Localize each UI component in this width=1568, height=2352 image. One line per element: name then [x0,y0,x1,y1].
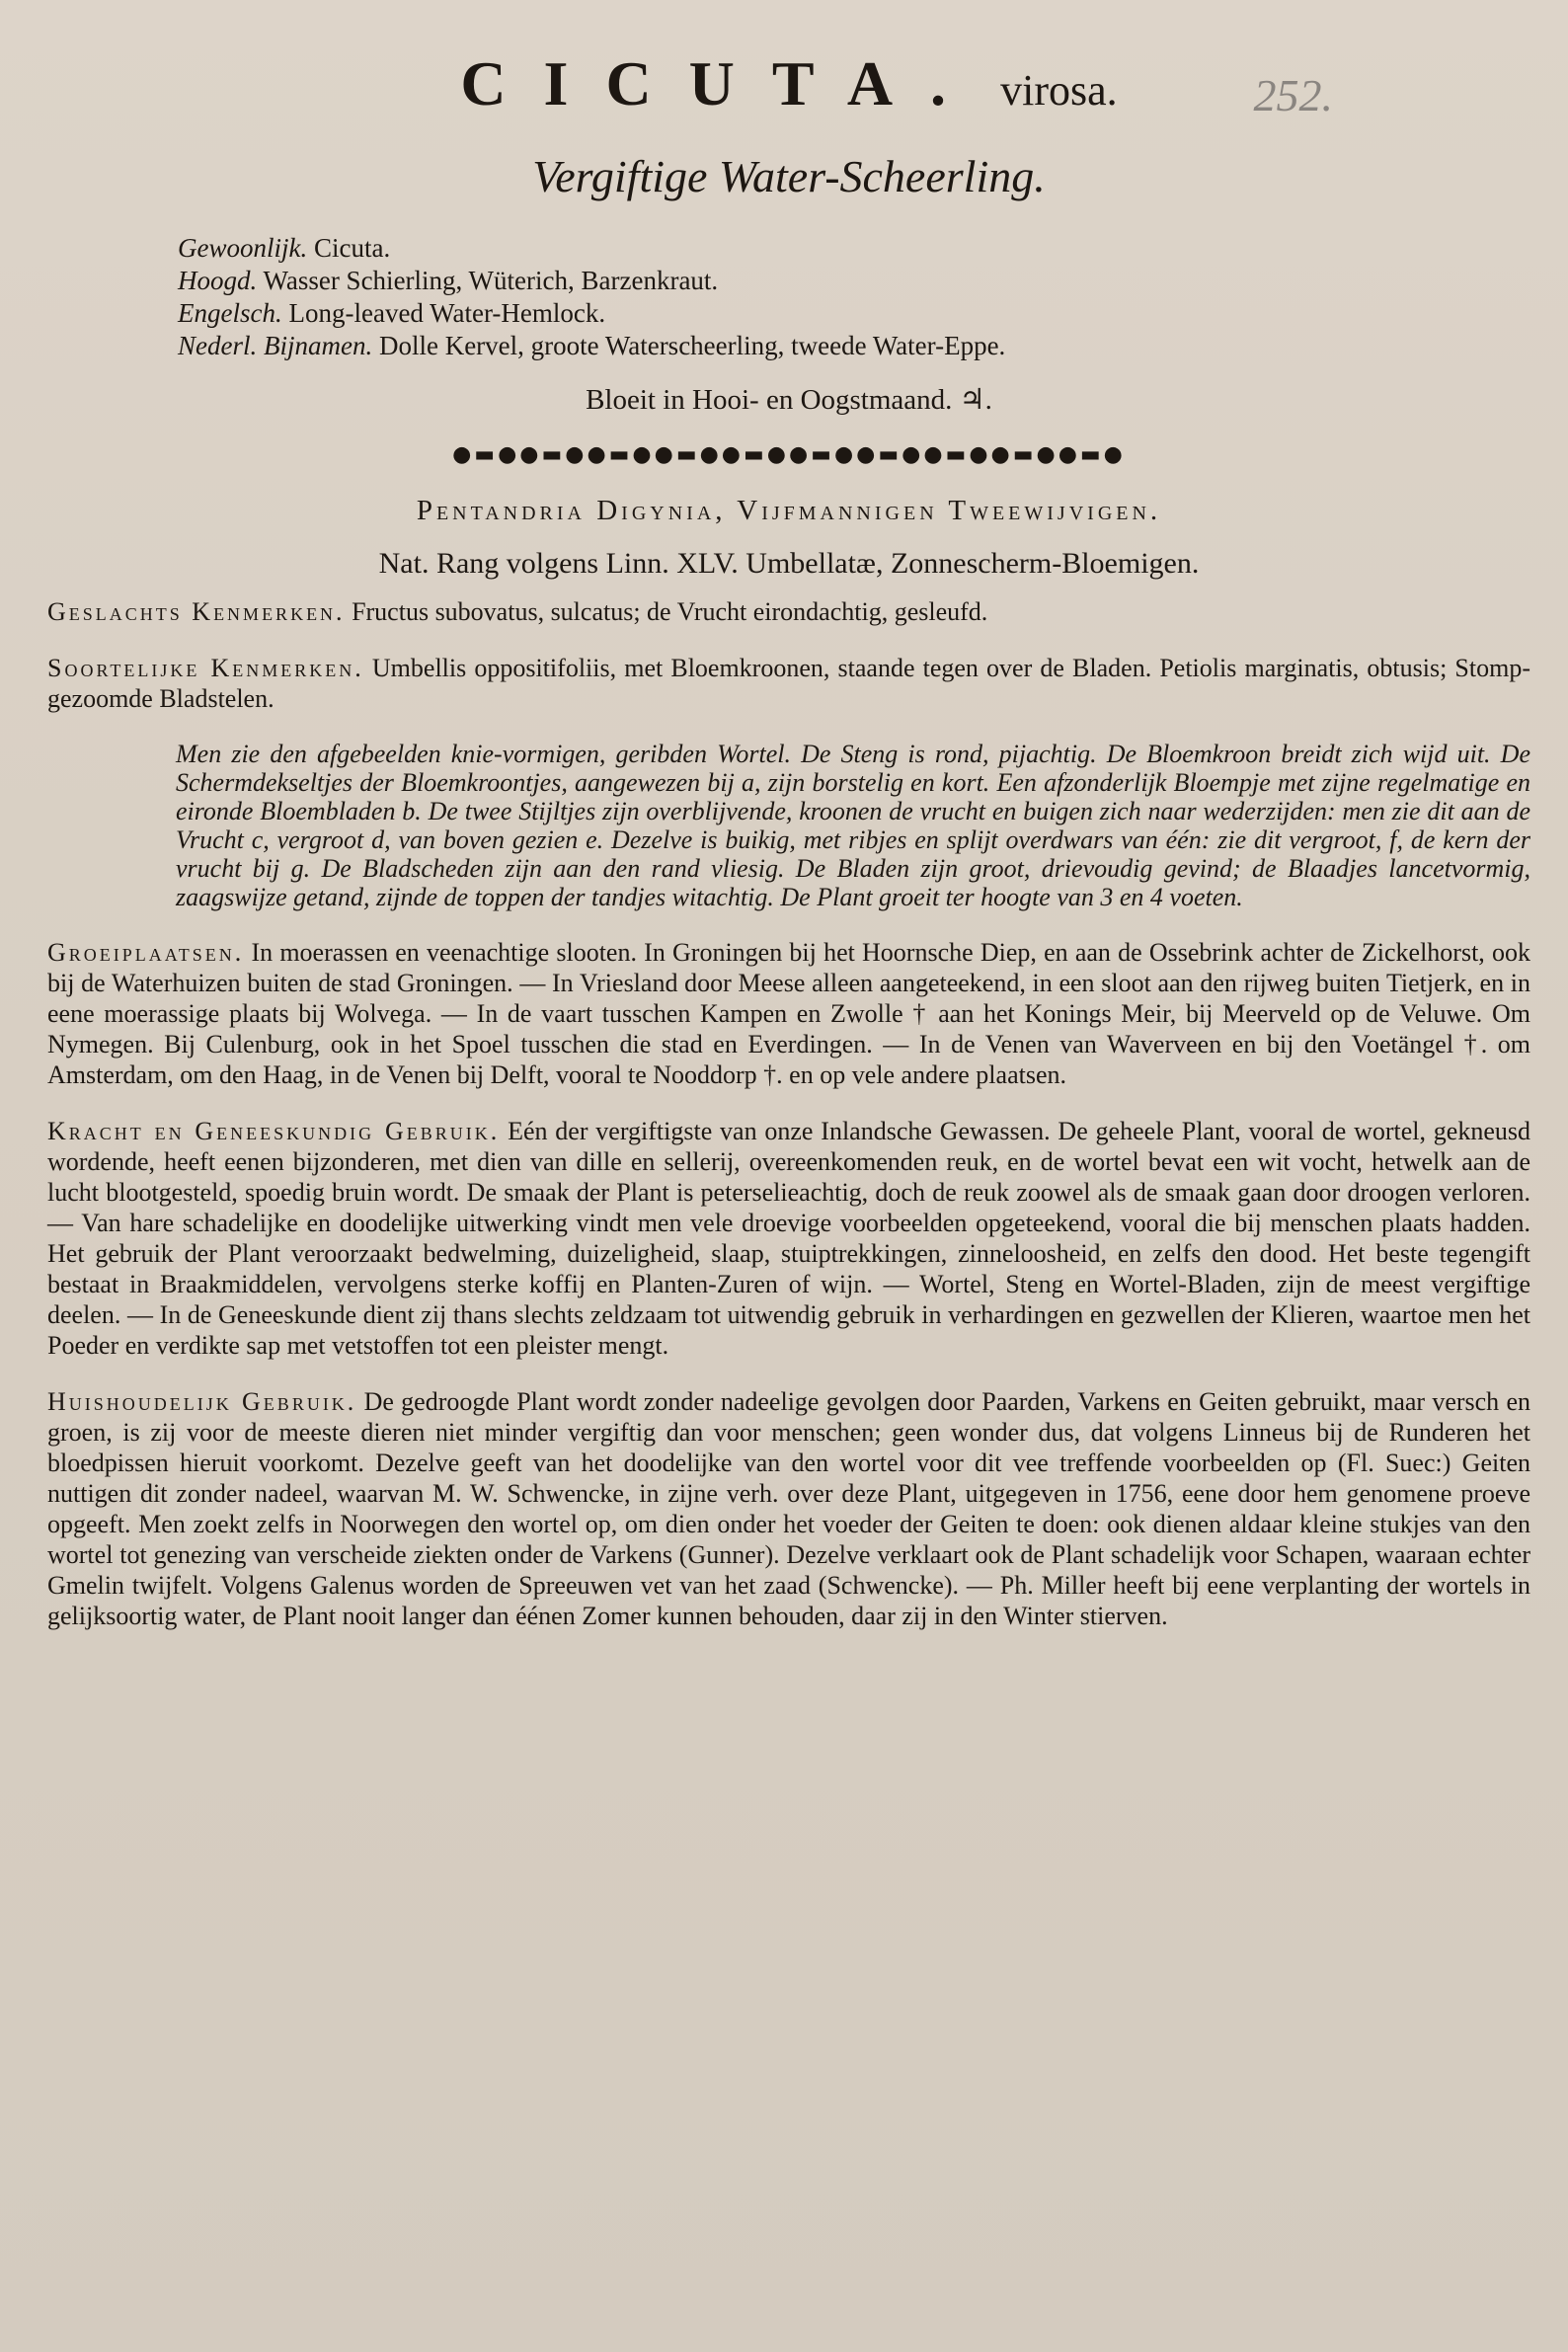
plant-description: Men zie den afgebeelden knie-vormigen, geribden Wortel. De Steng is rond, pijachtig. De Bloemkroon breidt zich wijd uit. De Schermdekseltjes der Bloemkroontjes, aangewezen bij a, zijn borstelig en kort. Een afzonderlijk Bloempje met zijne regelmatige en eironde Bloembladen b. De twee Stijltjes zijn overblijvende, kroonen de vrucht en buigen zich naar wederzijden: men zie dit aan de Vrucht c, vergroot d, van boven gezien e. Dezelve is buikig, met ribjes en splijt overdwars van één: zie dit vergroot, f, de kern der vrucht bij g. De Bladscheden zijn aan den rand vliesig. De Bladen zijn groot, drievoudig gevind; de Blaadjes lancetvormig, zaagswijze getand, zijnde de toppen der tandjes witachtig. De Plant groeit ter hoogte van 3 en 4 voeten. [176,740,1530,911]
name-value: Cicuta. [313,233,391,263]
species-title: virosa. [1000,66,1118,115]
name-label: Gewoonlijk. [178,233,308,263]
name-line-nederl [178,330,1530,362]
ornamental-divider: ●▬●●▬●●▬●●▬●●▬●●▬●●▬●●▬●●▬●●▬● [452,442,1126,467]
name-label: Nederl. Bijnamen. [178,331,373,360]
geslachts-kenmerken [47,596,1530,627]
section-text: Umbellis oppositifoliis, met Bloemkroonen, staande tegen over de Bladen. Petiolis marginatis, obtusis; Stomp-gezoomde Bladstelen. [47,654,1530,713]
vernacular-names [178,232,1530,362]
section-text: Fructus subovatus, sulcatus; de Vrucht eirondachtig, gesleufd. [352,597,988,626]
section-heading: Groeiplaatsen. [47,938,245,967]
name-value: Wasser Schierling, Wüterich, Barzenkraut. [263,266,719,295]
section-heading: Huishoudelijk Gebruik. [47,1387,357,1416]
section-text: In Groningen bij het Hoornsche Diep, en aan de Ossebrink achter de Zickelhorst, ook bij de Waterhuizen buiten de stad Groningen. — In Vriesland door Meese alleen aangeteekend, in een sloot aan den rijweg buiten Tietjerk, en in eene moerassige plaats bij Wolvega. — In de vaart tusschen Kampen en Zwolle † aan het Konings Meir, bij Meerveld op de Veluwe. Om Nymegen. Bij Culenburg, ook in het Spoel tusschen die stad en Everdingen. — In de Venen van Waverveen en bij den Voetängel †. om Amsterdam, om den Haag, in de Venen bij Delft, vooral te Nooddorp †. en op vele andere plaatsen. [47,938,1531,1089]
name-line-gewoonlijk [178,232,1530,265]
flowering-time: Bloeit in Hooi- en Oogstmaand. ♃. [586,384,992,416]
soortelijke-kenmerken [47,653,1530,714]
section-intro: In moerassen en veenachtige slooten. [251,938,637,967]
kracht-gebruik [47,1116,1530,1361]
name-value: Long-leaved Water-Hemlock. [288,298,606,328]
dutch-name-subtitle: Vergiftige Water-Scheerling. [532,151,1046,201]
name-line-engelsch [178,297,1530,330]
name-label: Hoogd. [178,266,258,295]
section-heading: Kracht en Geneeskundig Gebruik. [47,1117,501,1145]
linnaean-class: Pentandria Digynia, Vijfmannigen Tweewijvigen. [416,495,1162,526]
genus-title: CICUTA. [460,48,984,118]
natural-rank: Nat. Rang volgens Linn. XLV. Umbellatæ, Zonnescherm-Bloemigen. [378,547,1200,580]
section-text: Eén der vergiftigste van onze Inlandsche Gewassen. De geheele Plant, vooral de wortel, gekneusd wordende, heeft eenen bijzonderen, met dien van dille en sellerij, overeenkomenden reuk, en de wortel bevat een wit vocht, hetwelk aan de lucht blootgesteld, spoedig bruin wordt. De smaak der Plant is peterselieachtig, doch de reuk zoowel als de smaak gaan door droogen verloren. — Van hare schadelijke en doodelijke uitwerking vindt men vele droevige voorbeelden opgeteekend, vooral die bij menschen plaats hadden. Het gebruik der Plant veroorzaakt bedwelming, duizeligheid, slaap, stuiptrekkingen, zinneloosheid, en zelfs den dood. Het beste tegengift bestaat in Braakmiddelen, vervolgens sterke koffij en Planten-Zuren of wijn. — Wortel, Steng en Wortel-Bladen, zijn de meest vergiftige deelen. — In de Geneeskunde dient zij thans slechts zeldzaam tot uitwendig gebruik in verhardingen en gezwellen der Klieren, waartoe men het Poeder en verdikte sap met vetstoffen tot een pleister mengt. [47,1117,1531,1360]
groeiplaatsen [47,937,1530,1090]
section-heading: Geslachts Kenmerken. [47,597,346,626]
name-value: Dolle Kervel, groote Waterscheerling, tweede Water-Eppe. [378,331,1006,360]
name-label: Engelsch. [178,298,282,328]
handwritten-plate-number: 252. [1253,70,1333,120]
huishoudelijk-gebruik [47,1386,1530,1631]
title-row [47,47,1530,132]
name-line-hoogd [178,265,1530,297]
section-heading: Soortelijke Kenmerken. [47,654,364,682]
section-text: De gedroogde Plant wordt zonder nadeelige gevolgen door Paarden, Varkens en Geiten gebruikt, maar versch en groen, is zij voor de meeste dieren niet minder vergiftig dan voor menschen; geen wonder dus, dat volgens Linneus bij de Runderen het bloedpissen hieruit voorkomt. Dezelve geeft van het doodelijke van den wortel voor dit vee treffende voorbeelden op (Fl. Suec:) Geiten nuttigen dit zonder nadeel, waarvan M. W. Schwencke, in zijne verh. over deze Plant, uitgegeven in 1756, eene door hem genomene proeve opgeeft. Men zoekt zelfs in Noorwegen den wortel op, om dien onder het voeder der Geiten te doen: ook dienen aldaar kleine stukjes van den wortel tot genezing van verscheide ziekten onder de Varkens (Gunner). Dezelve verklaart ook de Plant schadelijk voor Schapen, waaraan echter Gmelin twijfelt. Volgens Galenus worden de Spreeuwen vet van het zaad (Schwencke). — Ph. Miller heeft bij eene verplanting der wortels in gelijksoortig water, de Plant nooit langer dan éénen Zomer kunnen behouden, daar zij in den Winter stierven. [47,1387,1530,1630]
